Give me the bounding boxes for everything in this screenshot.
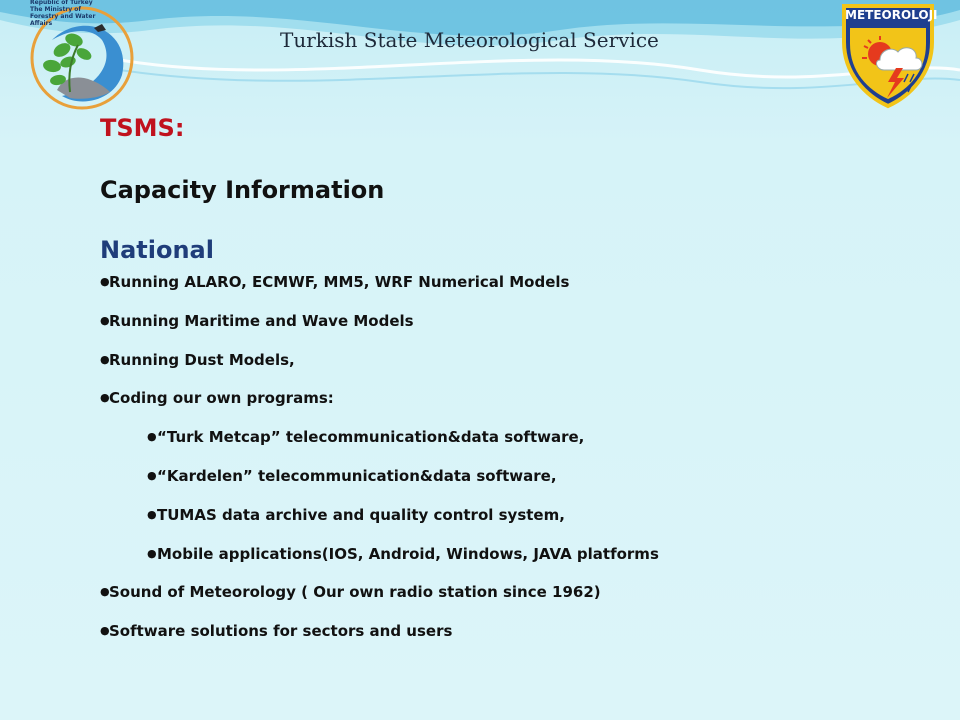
bullet-dot-icon: ● [147, 546, 157, 560]
bullet-dot-icon: ● [147, 468, 157, 482]
bullet-dot-icon: ● [100, 275, 110, 288]
bullet-item: ● Running ALARO, ECMWF, MM5, WRF Numerical Models [100, 270, 920, 309]
heading-capacity: Capacity Information [100, 176, 385, 204]
bullet-dot-icon: ● [100, 391, 110, 405]
bullet-dot-icon: ● [100, 352, 110, 366]
slide-content [100, 108, 920, 658]
bullet-dot-icon: ● [147, 430, 157, 444]
bullet-dot-icon: ● [100, 624, 110, 638]
sub-bullet-item: ● TUMAS data archive and quality control system, [100, 503, 920, 542]
bullet-item: ● Software solutions for sectors and users [100, 619, 920, 658]
header-wave-decoration [0, 0, 960, 110]
heading-org: TSMS: [100, 114, 185, 142]
meteoroloji-logo-text: METEOROLOJI [845, 8, 938, 22]
sub-bullet-item: ● “Turk Metcap” telecommunication&data software, [100, 425, 920, 464]
bullet-dot-icon: ● [147, 507, 157, 521]
header-title: Turkish State Meteorological Service [280, 28, 659, 52]
bullet-item: ● Running Dust Models, [100, 348, 920, 387]
ministry-logo-text: Republic of Turkey The Ministry of Forestry and Water Affairs [30, 0, 96, 27]
bullet-item: ● Running Maritime and Wave Models [100, 309, 920, 348]
heading-scope: National [100, 236, 214, 264]
bullet-list [100, 270, 920, 658]
bullet-item: ● Sound of Meteorology ( Our own radio station since 1962) [100, 580, 920, 619]
bullet-dot-icon: ● [100, 313, 110, 327]
bullet-dot-icon: ● [100, 585, 110, 599]
sub-bullet-item: ● “Kardelen” telecommunication&data software, [100, 464, 920, 503]
sub-bullet-item: ● Mobile applications(IOS, Android, Windows, JAVA platforms [100, 542, 920, 581]
bullet-item: ● Coding our own programs: [100, 386, 920, 425]
